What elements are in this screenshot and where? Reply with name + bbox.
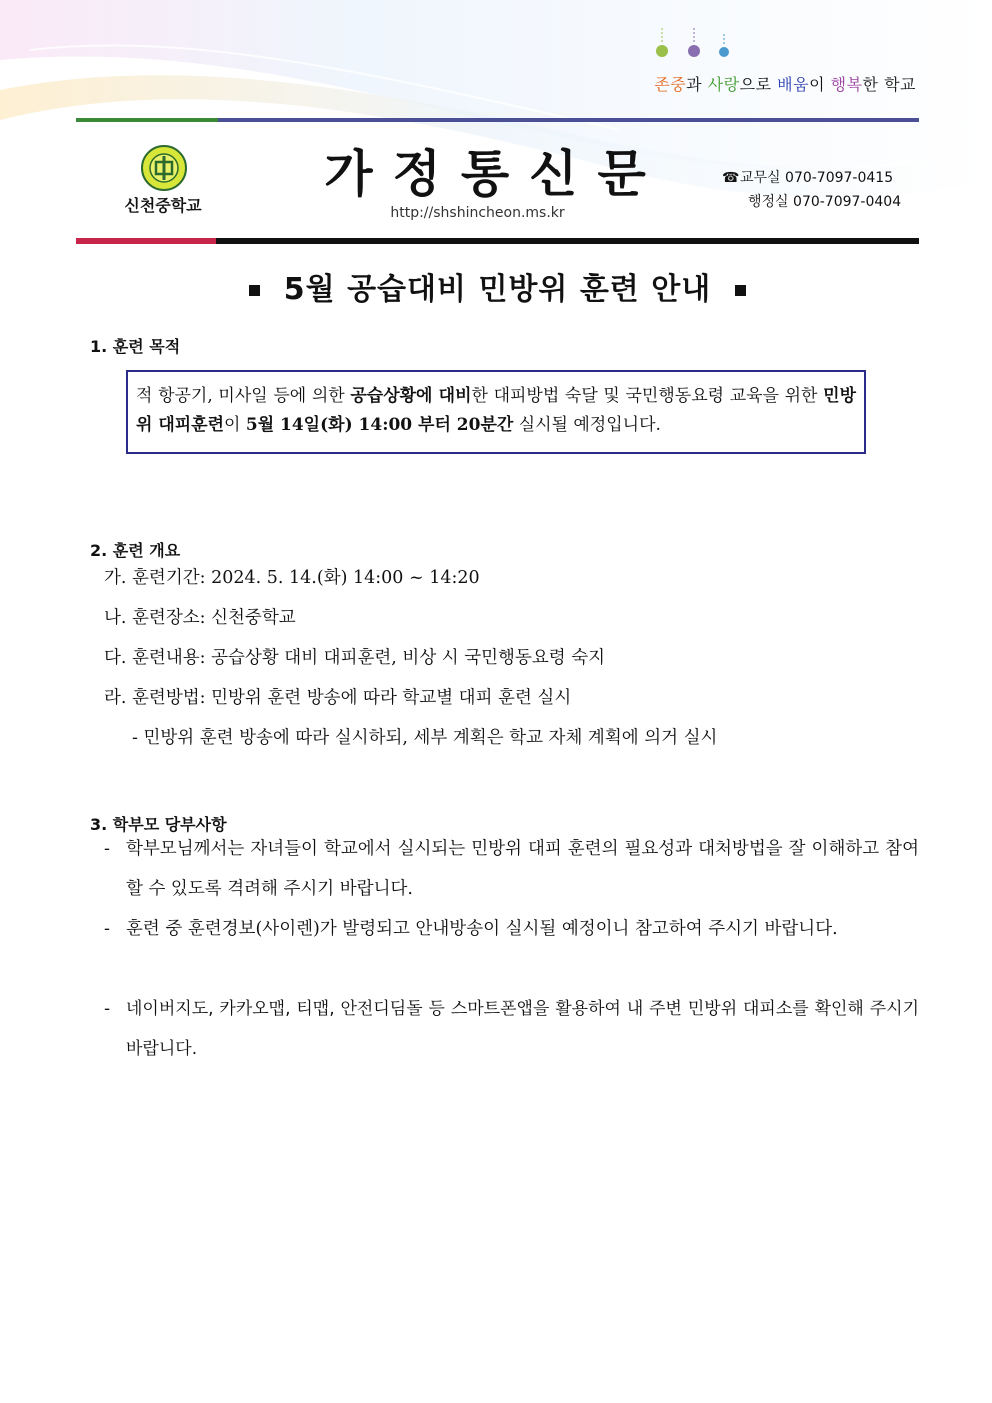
motto-word-learning: 배움 [777,75,810,94]
section2-heading: 2. 훈련 개요 [90,541,181,560]
newsletter-title: 가정통신문 [324,145,666,203]
motto-word-love: 사랑 [707,75,740,94]
motto-connector: 으로 [739,75,778,94]
contact-info [722,166,901,214]
school-logo-icon [140,144,188,192]
parent-note-text: 훈련 중 훈련경보(사이렌)가 발령되고 안내방송이 실시될 예정이니 참고하여 주시기 바랍니다. [126,919,838,939]
dash-bullet: - [104,999,111,1019]
header-background-decoration [0,0,992,260]
parent-note [104,829,919,909]
office2-phone: 070-7097-0404 [793,194,902,210]
section3-heading: 3. 학부모 당부사항 [90,815,227,834]
purpose-text: 적 항공기, 미사일 등에 의한 [136,386,351,406]
school-name: 신천중학교 [124,196,202,215]
dash-bullet: - [104,839,110,859]
office1-phone: 070-7097-0415 [785,170,894,186]
parent-note-text: 학부모님께서는 자녀들이 학교에서 실시되는 민방위 대피 훈련의 필요성과 대처방법을 잘 이해하고 참여할 수 있도록 격려해 주시기 바랍니다. [126,839,919,899]
purpose-text: 실시될 예정입니다. [513,415,661,435]
school-website-link[interactable]: http://shshincheon.ms.kr [390,205,565,221]
purpose-text: 한 대피방법 숙달 및 국민행동요령 교육을 위한 [471,386,824,406]
dash-bullet: - [104,919,110,939]
motto-word-respect: 존중 [654,75,687,94]
overview-item-place: 나. 훈련장소: 신천중학교 [104,608,296,628]
overview-item-period: 가. 훈련기간: 2024. 5. 14.(화) 14:00 ~ 14:20 [104,568,480,588]
motto-connector: 이 [809,75,831,94]
purpose-text: 이 [224,415,246,435]
document-title [76,264,919,308]
motto-connector: 과 [686,75,708,94]
motto-connector: 한 학교 [862,75,916,94]
purpose-emphasis: 민방위 대피훈련 [136,386,856,435]
overview-sub-item: - 민방위 훈련 방송에 따라 실시하되, 세부 계획은 학교 자체 계획에 의거 실시 [132,728,718,748]
parent-note [104,989,919,1069]
bullet-square-icon [249,285,260,296]
bullet-square-icon [735,285,746,296]
parent-note-text: 네이버지도, 카카오맵, 티맵, 안전디딤돌 등 스마트폰앱을 활용하여 내 주변 민방위 대피소를 확인해 주시기 바랍니다. [126,999,919,1059]
overview-item-content: 다. 훈련내용: 공습상황 대비 대피훈련, 비상 시 국민행동요령 숙지 [104,648,606,668]
purpose-emphasis: 공습상황에 대비 [350,386,472,406]
office2-label: 행정실 [748,194,789,210]
overview-item-method: 라. 훈련방법: 민방위 훈련 방송에 따라 학교별 대피 훈련 실시 [104,688,572,708]
motto-word-happiness: 행복 [830,75,863,94]
office1-label: 교무실 [740,170,781,186]
header-bottom-rule [76,238,919,244]
parent-note [104,909,919,949]
section1-heading: 1. 훈련 목적 [90,337,181,356]
purpose-box [126,370,866,454]
header-top-rule [76,118,919,122]
decorative-dots-icon [650,28,740,64]
purpose-emphasis: 5월 14일(화) 14:00 부터 20분간 [245,415,514,435]
document-title-text: 5월 공습대비 민방위 훈련 안내 [283,272,712,307]
school-motto [654,72,916,95]
phone-icon: ☎ [722,170,740,186]
